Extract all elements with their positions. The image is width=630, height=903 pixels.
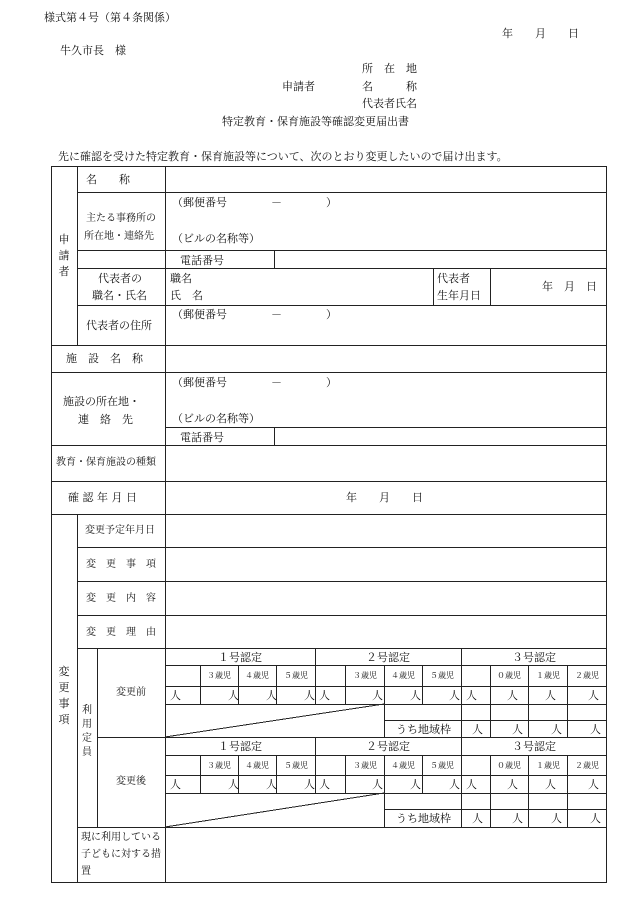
capacity-label: 利用定員 bbox=[82, 705, 92, 758]
change-reason-label: 変 更 理 由 bbox=[86, 627, 156, 638]
after-c1-age4: ４歳児 bbox=[245, 761, 269, 770]
before-local-unit: 人 bbox=[472, 723, 483, 736]
applicant-side-label: 申請者 bbox=[58, 233, 70, 278]
before-unit: 人 bbox=[266, 689, 277, 702]
before-c1-age5: ５歳児 bbox=[284, 671, 308, 680]
office-postal: （郵便番号 － ） bbox=[172, 196, 337, 209]
before-local-unit: 人 bbox=[512, 723, 523, 736]
before-unit: 人 bbox=[304, 689, 315, 702]
change-items-label: 変 更 事 項 bbox=[86, 559, 156, 570]
after-unit: 人 bbox=[588, 778, 599, 791]
facility-phone-label: 電話番号 bbox=[180, 431, 224, 444]
applicant-name-header: 名 称 bbox=[86, 173, 130, 186]
rep-address-label: 代表者の住所 bbox=[86, 319, 152, 332]
after-unit: 人 bbox=[410, 778, 421, 791]
after-unit: 人 bbox=[319, 778, 330, 791]
facility-address-label-1: 施設の所在地・ bbox=[63, 395, 140, 408]
applicant-label: 申請者 bbox=[282, 80, 315, 93]
rep-title-label-2: 職名・氏名 bbox=[92, 289, 147, 302]
confirm-date-value: 年 月 日 bbox=[346, 491, 423, 504]
after-unit: 人 bbox=[466, 778, 477, 791]
after-c1-age3: ３歳児 bbox=[207, 761, 231, 770]
before-c3-age2: ２歳児 bbox=[575, 671, 599, 680]
facility-address-label-2: 連 絡 先 bbox=[78, 413, 133, 426]
before-local-unit: 人 bbox=[590, 723, 601, 736]
before-cert2-header: ２号認定 bbox=[366, 651, 410, 664]
before-c1-age3: ３歳児 bbox=[207, 671, 231, 680]
after-cert1-header: １号認定 bbox=[218, 740, 262, 753]
applicant-location-label: 所 在 地 bbox=[362, 62, 417, 75]
before-unit: 人 bbox=[507, 689, 518, 702]
after-c1-age5: ５歳児 bbox=[284, 761, 308, 770]
after-c2-age4: ４歳児 bbox=[391, 761, 415, 770]
office-phone-label: 電話番号 bbox=[180, 254, 224, 267]
applicant-name-label: 名 称 bbox=[362, 80, 417, 93]
rep-address-postal: （郵便番号 － ） bbox=[172, 308, 337, 321]
rep-title-label-1: 代表者の bbox=[98, 272, 142, 285]
before-unit: 人 bbox=[545, 689, 556, 702]
after-unit: 人 bbox=[228, 778, 239, 791]
after-unit: 人 bbox=[449, 778, 460, 791]
after-unit: 人 bbox=[507, 778, 518, 791]
rep-person-name-label: 氏 名 bbox=[170, 289, 203, 302]
form-number: 様式第４号（第４条関係） bbox=[44, 11, 176, 24]
office-building: （ビルの名称等） bbox=[172, 232, 260, 245]
facility-postal: （郵便番号 － ） bbox=[172, 376, 337, 389]
after-unit: 人 bbox=[304, 778, 315, 791]
after-c3-age1: １歳児 bbox=[536, 761, 560, 770]
after-cert2-header: ２号認定 bbox=[366, 740, 410, 753]
after-c3-age2: ２歳児 bbox=[575, 761, 599, 770]
change-content-label: 変 更 内 容 bbox=[86, 593, 156, 604]
addressee: 牛久市長 様 bbox=[60, 44, 126, 57]
submission-date: 年 月 日 bbox=[502, 27, 579, 40]
before-c2-age4: ４歳児 bbox=[391, 671, 415, 680]
after-unit: 人 bbox=[372, 778, 383, 791]
office-label-2: 所在地・連絡先 bbox=[84, 231, 154, 242]
after-unit: 人 bbox=[266, 778, 277, 791]
intro-text: 先に確認を受けた特定教育・保育施設等について、次のとおり変更したいので届け出ます。 bbox=[58, 150, 508, 163]
changes-side-label: 変更事項 bbox=[58, 665, 70, 726]
after-unit: 人 bbox=[170, 778, 181, 791]
after-local-unit: 人 bbox=[512, 812, 523, 825]
rep-birth-label-1: 代表者 bbox=[437, 272, 470, 285]
before-local-quota-label: うち地域枠 bbox=[396, 723, 451, 736]
rep-job-label: 職名 bbox=[170, 272, 192, 285]
document-title: 特定教育・保育施設等確認変更届出書 bbox=[222, 115, 409, 128]
after-local-unit: 人 bbox=[551, 812, 562, 825]
office-label-1: 主たる事務所の bbox=[86, 213, 156, 224]
planned-date-label: 変更予定年月日 bbox=[85, 525, 155, 536]
before-unit: 人 bbox=[466, 689, 477, 702]
before-cert3-header: ３号認定 bbox=[512, 651, 556, 664]
before-c2-age5: ５歳児 bbox=[430, 671, 454, 680]
after-c2-age3: ３歳児 bbox=[353, 761, 377, 770]
after-local-unit: 人 bbox=[472, 812, 483, 825]
after-local-quota-label: うち地域枠 bbox=[396, 812, 451, 825]
before-c2-age3: ３歳児 bbox=[353, 671, 377, 680]
before-unit: 人 bbox=[449, 689, 460, 702]
before-unit: 人 bbox=[319, 689, 330, 702]
before-c3-age1: １歳児 bbox=[536, 671, 560, 680]
after-label: 変更後 bbox=[116, 776, 146, 787]
before-c3-age0: ０歳児 bbox=[497, 671, 521, 680]
before-unit: 人 bbox=[372, 689, 383, 702]
after-cert3-header: ３号認定 bbox=[512, 740, 556, 753]
facility-building: （ビルの名称等） bbox=[172, 412, 260, 425]
before-local-unit: 人 bbox=[551, 723, 562, 736]
before-unit: 人 bbox=[228, 689, 239, 702]
current-measures-label: 現に利用している子どもに対する措置 bbox=[81, 832, 161, 877]
applicant-rep-label: 代表者氏名 bbox=[362, 97, 417, 110]
before-unit: 人 bbox=[588, 689, 599, 702]
after-local-unit: 人 bbox=[590, 812, 601, 825]
rep-birth-label-2: 生年月日 bbox=[437, 289, 481, 302]
before-unit: 人 bbox=[410, 689, 421, 702]
facility-name-label: 施 設 名 称 bbox=[66, 352, 143, 365]
after-c2-age5: ５歳児 bbox=[430, 761, 454, 770]
before-cert1-header: １号認定 bbox=[218, 651, 262, 664]
before-label: 変更前 bbox=[116, 687, 146, 698]
before-c1-age4: ４歳児 bbox=[245, 671, 269, 680]
confirm-date-label: 確 認 年 月 日 bbox=[68, 491, 137, 504]
facility-type-label: 教育・保育施設の種類 bbox=[56, 457, 156, 468]
after-unit: 人 bbox=[545, 778, 556, 791]
before-unit: 人 bbox=[170, 689, 181, 702]
rep-birth-date: 年 月 日 bbox=[542, 280, 597, 293]
after-c3-age0: ０歳児 bbox=[497, 761, 521, 770]
